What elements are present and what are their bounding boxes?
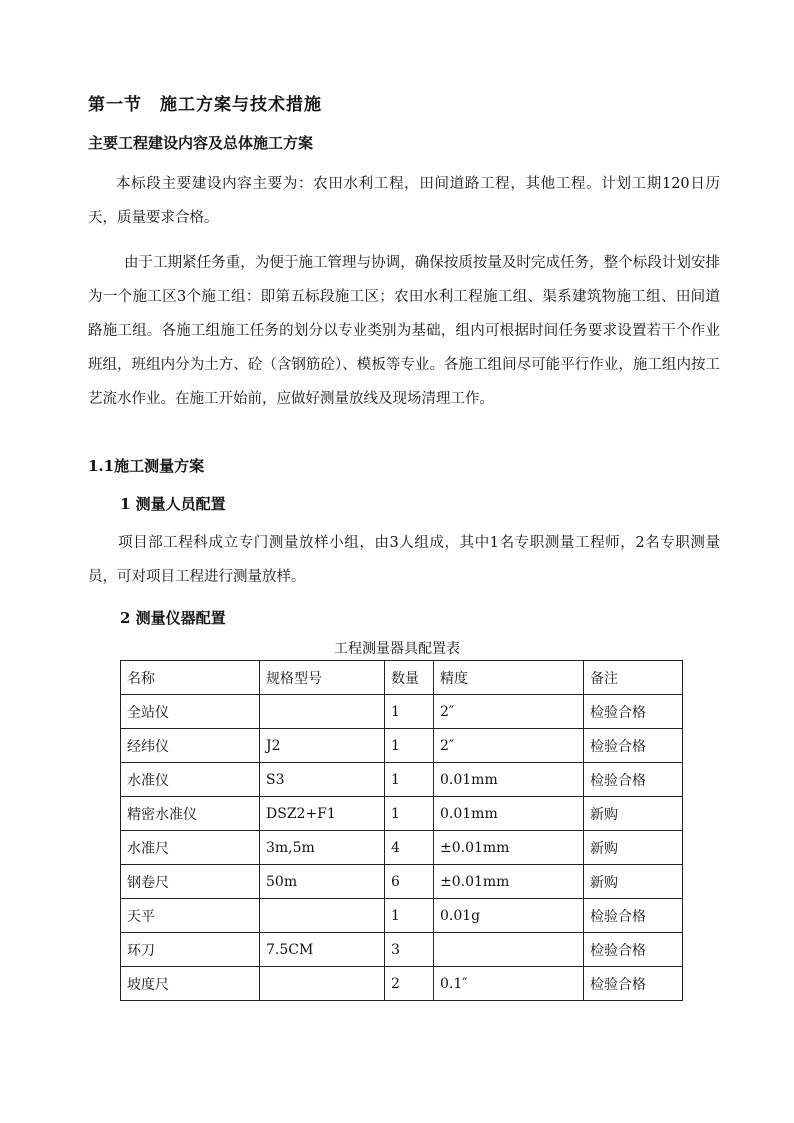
table-row [121,763,683,797]
table-cell: J2 [260,729,385,763]
table-row [121,797,683,831]
table-cell: 0.1″ [434,967,584,1001]
heading-survey-personnel: 1 测量人员配置 [120,495,226,513]
table-cell: 新购 [584,831,683,865]
table-cell: 新购 [584,865,683,899]
header-cell: 备注 [584,661,683,695]
table-cell: 检验合格 [584,899,683,933]
table-cell: 1 [385,797,434,831]
table-cell: ±0.01mm [434,865,584,899]
table-cell: 环刀 [121,933,260,967]
table-cell: 4 [385,831,434,865]
table-cell: 天平 [121,899,260,933]
instrument-table [120,660,683,1001]
table-cell: 50m [260,865,385,899]
subsection-title: 主要工程建设内容及总体施工方案 [88,134,314,152]
table-row [121,967,683,1001]
table-cell: 2″ [434,729,584,763]
table-cell: 1 [385,729,434,763]
table-cell: 6 [385,865,434,899]
heading-survey-plan: 1.1施工测量方案 [88,457,205,475]
table-cell: 2″ [434,695,584,729]
table-cell: 3 [385,933,434,967]
table-cell: 精密水准仪 [121,797,260,831]
table-cell: 检验合格 [584,933,683,967]
table-cell: 1 [385,899,434,933]
table-cell: 0.01g [434,899,584,933]
table-cell: S3 [260,763,385,797]
table-cell: 检验合格 [584,695,683,729]
heading-survey-instruments: 2 测量仪器配置 [120,609,226,627]
table-row [121,933,683,967]
table-header-row [121,661,683,695]
table-cell: 坡度尺 [121,967,260,1001]
table-cell: 0.01mm [434,797,584,831]
paragraph-organization: 由于工期紧任务重，为便于施工管理与协调，确保按质按量及时完成任务，整个标段计划安排为一个施工区3个施工组：即第五标段施工区；农田水利工程施工组、渠系建筑物施工组、田间道路施工组。各施工组施工任务的划分以专业类别为基础，组内可根据时间任务要求设置若干个作业班组，班组内分为土方、砼（含钢筋砼）、模板等专业。各施工组间尽可能平行作业，施工组内按工艺流水作业。在施工开始前，应做好测量放线及现场清理工作。 [88,255,720,407]
table-row [121,865,683,899]
header-cell: 数量 [385,661,434,695]
table-cell [260,967,385,1001]
header-cell: 精度 [434,661,584,695]
table-cell: 全站仪 [121,695,260,729]
table-cell: 1 [385,763,434,797]
table-cell [434,933,584,967]
table-cell: 0.01mm [434,763,584,797]
paragraph-scope: 本标段主要建设内容主要为：农田水利工程，田间道路工程，其他工程。计划工期120日历天，质量要求合格。 [88,176,720,226]
table-cell: 经纬仪 [121,729,260,763]
header-cell: 名称 [121,661,260,695]
table-row [121,831,683,865]
table-cell: 水准仪 [121,763,260,797]
table-row [121,899,683,933]
table-cell: ±0.01mm [434,831,584,865]
table-caption: 工程测量器具配置表 [334,641,460,657]
table-cell: 2 [385,967,434,1001]
table-cell [260,695,385,729]
paragraph-personnel: 项目部工程科成立专门测量放样小组，由3人组成，其中1名专职测量工程师，2名专职测量员，可对项目工程进行测量放样。 [88,535,720,585]
table-cell: DSZ2+F1 [260,797,385,831]
table-cell: 钢卷尺 [121,865,260,899]
header-cell: 规格型号 [260,661,385,695]
section-title: 第一节 施工方案与技术措施 [88,95,322,115]
table-cell: 1 [385,695,434,729]
table-cell: 7.5CM [260,933,385,967]
table-cell: 3m,5m [260,831,385,865]
table-row [121,729,683,763]
table-cell: 水准尺 [121,831,260,865]
table-cell: 检验合格 [584,967,683,1001]
table-cell [260,899,385,933]
table-cell: 检验合格 [584,729,683,763]
table-cell: 检验合格 [584,763,683,797]
table-cell: 新购 [584,797,683,831]
table-row [121,695,683,729]
